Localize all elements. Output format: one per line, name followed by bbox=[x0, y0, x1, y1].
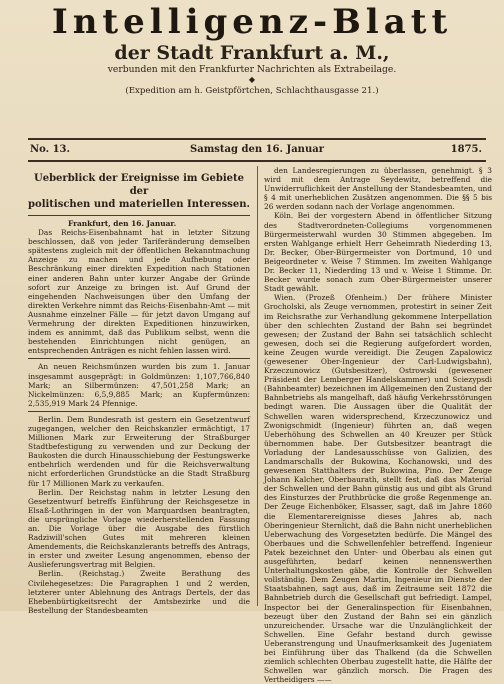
article-paragraph: Berlin. (Reichstag.) Zweite Berathung des Civilehegesetzes: Die Paragraphen 1 und 2 werden, letzterer unter Ablehnung des Antrags Dertels, der das Ehebenbürtigkeitsrecht der Amtsbezirke und die Bestellung der Standesbeamten bbox=[28, 569, 250, 615]
article-paragraph: Das Reichs-Eisenbahnamt hat in letzter Sitzung beschlossen, daß von jeder Tariferänderung demselben spätestens zugleich mit der öffentlichen Bekanntmachung Anzeige zu machen und jede Aufhebung oder Beschränkung einer direkten Expedition nach Stationen einer anderen Bahn unter kurzer Angabe der Gründe sofort zur Anzeige zu bringen ist. Auf Grund der eingehenden Nachweisungen über den Umfang der direkten Verkehre nimmt das Reichs-Eisenbahn-Amt — mit Ausnahme einzelner Fälle — für jetzt davon Umgang auf Vermehrung der direkten Expeditionen hinzuwirken, indem es annimmt, daß das Publikum selbst, wenn die bestehenden Einrichtungen nicht genügen, an entsprechenden Anträgen es nicht fehlen lassen wird. bbox=[28, 228, 250, 356]
right-column bbox=[264, 166, 492, 684]
dateline: Frankfurt, den 16. Januar. bbox=[68, 219, 177, 228]
column-divider bbox=[257, 166, 258, 606]
masthead-title: Intelligenz-Blatt bbox=[51, 2, 453, 42]
ornament-icon: ◆ bbox=[248, 75, 256, 84]
divider-rule bbox=[28, 215, 250, 216]
masthead-note: verbunden mit den Frankfurter Nachrichten als Extrabeilage. bbox=[107, 64, 397, 75]
masthead-subtitle: der Stadt Frankfurt a. M., bbox=[114, 42, 390, 64]
article-paragraph: Wien. (Prozeß Ofenheim.) Der frühere Minister Grocholski, als Zeuge vernommen, protestirt in seiner Zeit im Reichsrathe zur Verhandlung gekommene Interpellation über den schlechten Zustand der Bahn sei begründet gewesen; der Zustand der Bahn sei tatsächlich schlecht gewesen, doch sei die Regierung aufgefordert worden, keine Zeugen wurde vereidigt. Die Zeugen Zapalowicz (gewesener Ober-Ingenieur der Carl-Ludwigsbahn), Krzeczunowicz (Gutsbesitzer), Ostrowski (gewesener Präsident der Lemberger Handelskammer) und Sciezypsdi (Bahnbeamter) bezeichnen im Allgemeinen den Zustand der Bahnbetriebs als mangelhaft, daß häufig Verkehrsstörungen bedingt waren. Die Aussagen über die Qualität der Schwellen waren widersprechend, Krzeczunowicz und Zwonigschmidt (Ingenieur) führten an, daß wegen Ueberhöhung des Schwellen an 40 Kreuzer per Stück übernommen habe. Der Gutsbesitzer beantragt die Vorladung der Landesausschüsse von Galizien, des Landmarschalls der Bukowina, Kochanowski, und des gewesenen Statthalters der Bukowina, Pino. Der Zeuge Johann Kalcher, Oberbaurath, stellt fest, daß das Material der Schwellen und der Bahn günstig aus und gibt als Grund des Einsturzes der Pruthbrücke die große Regenmenge an. Der Zeuge Eichenböker, Elsasser, sagt, daß im Jahre 1860 die Elementarereignisse dieses Jahres ab, nach Oberingenieur Sternlicht, daß die Bahn nicht unerheblichen Ueberwachung des Vorgesetzten bedürfe. Die Mängel des Oberbaues und die Schwellenfehler betreffend. Ingenieur Patek bezeichnet den Unter- und Oberbau als einen gut ausgeführten, bedarf keinen nennenswerthen Unterhaltungskosten gäbe, die Kontrolle der Schwellen vollständig. Dem Zeugen Martin, Ingenieur im Dienste der Staatsbahnen, sagt aus, daß im Zeitraume seit 1872 die Bahnbetrieb durch die Gesellschaft gut befriedigt. Lampel, Inspector bei der Generalinspection für Eisenbahnen, bezeugt über den Zustand der Bahn sei ein gänzlich unzureichender. Ursache war die Unzulänglichkeit der Schwellen. Eine Gefahr bestand durch gewisse Ueberanstrengung und Unaufmerksamkeit des Jugeniatem bei Einführung über das Thalkend (da die Schwellen ziemlich schlechten Oberbau zugestellt hatte, die Hälfte der Schwellen war gänzlich morsch. Die Fragen des Vertheidigers —— bbox=[264, 293, 492, 684]
issue-bar bbox=[28, 138, 486, 162]
issue-date: Samstag den 16. Januar bbox=[190, 144, 324, 155]
section-heading-line1: Ueberblick der Ereignisse im Gebiete der bbox=[33, 173, 244, 197]
divider-rule bbox=[28, 411, 250, 412]
article-paragraph: Berlin. Der Reichstag nahm in letzter Lesung den Gesetzentwurf betreffs Einführung der Reichsgesetze in Elsaß-Lothringen in der von Marquardsen beantragten, die ursprüngliche Vorlage wiederherstellenden Fassung an. Die Vorlage über die Ausgabe des fürstlich Radziwill'schen Gutes mit mehreren kleinen Amendements, die Reichskanzlerants betreffs des Antrags, in erster und zweiter Lesung angenommen, ebenso der Auslieferungsvertrag mit Belgien. bbox=[28, 487, 250, 570]
left-column bbox=[28, 166, 250, 615]
section-heading-line2: politischen und materiellen Interessen. bbox=[28, 199, 250, 210]
issue-number: No. 13. bbox=[30, 144, 70, 155]
article-columns bbox=[28, 166, 492, 684]
issue-year: 1875. bbox=[450, 144, 482, 155]
article-paragraph: Köln. Bei der vorgestern Abend in öffentlicher Sitzung des Stadtverordneten-Collegiums vorgenommenen Bürgermeisterwahl wurden 30 Stimmen abgegeben. Im ersten Wahlgange erhielt Herr Geheimrath Niederding 13, Dr. Becker, Ober-Bürgermeister von Dortmund, 10 und Beigeordneter v. Weise 7 Stimmen. Im zweiten Wahlgange Dr. Becker 11, Niederding 13 und v. Weise 1 Stimme. Dr. Becker wurde sonach zum Ober-Bürgermeister unserer Stadt gewählt. bbox=[264, 211, 492, 294]
masthead-expedition: (Expedition am h. Geistpförtchen, Schlachthausgasse 21.) bbox=[125, 86, 379, 96]
article-paragraph: An neuen Reichsmünzen wurden bis zum 1. Januar insgesammt ausgeprägt: in Goldmünzen: 1,107,766,840 Mark; an Silbermünzen: 47,501,258 Mark; an Nickelmünzen: 6,5,9,885 Mark; an Kupfermünzen: 2,535,919 Mark 24 Pfennige. bbox=[28, 362, 250, 408]
article-paragraph: den Landesregierungen zu überlassen, genehmigt. § 3 wird mit dem Antrage Seydewitz, betreffend die Unwiderruflichkeit der Anstellung der Standesbeamten, und § 4 mit unerheblichen Zusätzen angenommen. Die §§ 5 bis 26 werden sodann nach der Vorlage angenommen. bbox=[264, 166, 492, 212]
section-heading bbox=[28, 172, 250, 211]
divider-rule bbox=[28, 358, 250, 359]
article-paragraph: Berlin. Dem Bundesrath ist gestern ein Gesetzentwurf zugegangen, welcher den Reichskanzler ermächtigt, 17 Millionen Mark zur Erweiterung der Straßburger Stadtbefestigung zu verwenden und zur Deckung der Baukosten die durch Hinausschiebung der Festungswerke entbehrlich werdenden und für die Reichsverwaltung nicht erforderlichen Grundstücke an die Stadt Straßburg für 17 Millionen Mark zu verkaufen. bbox=[28, 414, 250, 488]
